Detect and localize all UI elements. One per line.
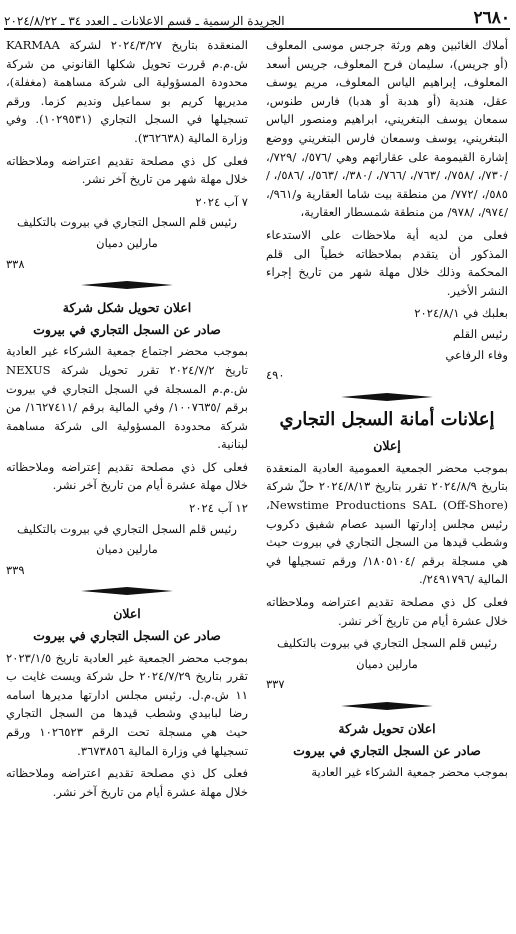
announcement-sign: رئيس قلم السجل التجاري في بيروت بالتكليف — [17, 215, 237, 230]
divider-icon — [81, 587, 173, 595]
announcement-subtitle: صادر عن السجل التجاري في بيروت — [33, 628, 221, 644]
intro-paragraph: أملاك الغائبين وهم ورثة جرجس موسى المعلوف (أو جريس)، سليمان فرح المعلوف، جريس أسعد المعلوف، إبراهيم الياس المعلوف، مريم يوسف عقل، هندية (أو هدبة أو هدبا) فارس طنوس، سمعان يوسف البتغريني، ابراهيم ومنصور الياس البتغريني، يوسف وسمعان فارس البتغريني ووضع إشارة القيمومة على عقاراتهم وهي /٥٧٦/، /٧٢٩/، /٧٣٠/، /٧٥٨/، /٧٦٣/، /٧٦٦/، /٣٨٠/، /٥٦٣/، /٥٨٦/، /٥٨٥/، /٧٧٢/ من منطقة بيت شاما العقارية و/٩٦١/، /٩٧٤/، /٩٧٨/ من منطقة شمسطار العقارية، — [266, 38, 509, 220]
divider-icon — [341, 393, 433, 401]
left-column — [6, 36, 248, 805]
section-title: إعلانات أمانة السجل التجاري — [279, 408, 495, 430]
announcement-body: بموجب محضر الجمعية العمومية العادية المنعقدة بتاريخ ٢٠٢٤/٨/٩ تقرر بتاريخ ٢٠٢٤/٨/١٣ حلّ شركة Newstime Productions SAL (Off-Shore)، رئيس مجلس إدارتها السيد عصام شفيق دكروب وشطب قيدها من السجل التجاري في بيروت حيث هي مسجلة برقم /١٨٠٥١٠٤/ ورقم تسجيلها في المالية /٢٤٩١٧٩٦/. — [266, 460, 509, 587]
announcement-sign: رئيس قلم السجل التجاري في بيروت بالتكليف — [277, 636, 497, 651]
announcement-name: مارلين دميان — [96, 542, 158, 557]
notice-number: ٤٩٠ — [266, 368, 285, 383]
announcement-subtitle: صادر عن السجل التجاري في بيروت — [293, 742, 481, 758]
announcement-body: بموجب محضر جمعية الشركاء غير العادية — [311, 765, 508, 780]
announcement-body: بموجب محضر اجتماع جمعية الشركاء غير العادية تاريخ ٢٠٢٤/٧/٢ تقرر تحويل شركة NEXUS ش.م.م المسجلة في السجل التجاري في بيروت برقم /١٠٠٧٦٣٥/ وفي المالية برقم /١٦٢٧٤١١/ من شركة محدودة المسؤولية الى شركة مساهمة لبنانية. — [6, 344, 248, 452]
announcement-sign: رئيس قلم السجل التجاري في بيروت بالتكليف — [17, 521, 237, 536]
announcement-notice: فعلى كل ذي مصلحة تقديم اعتراضه وملاحظاته خلال مهلة شهر من تاريخ آخر نشر. — [6, 153, 248, 187]
divider-icon — [341, 702, 433, 710]
announcement-notice: فعلى كل ذي مصلحة تقديم إعتراضه وملاحظاته خلال مهلة عشرة أيام من تاريخ آخر نشر. — [6, 459, 248, 493]
announcement-body: بموجب محضر الجمعية غير العادية تاريخ ٢٠٢٣/١/٥ تقرر بتاريخ ٢٠٢٤/٧/٢٩ حل شركة ويست غايت ب ١١ ش.م.ل. رئيس مجلس ادارتها مديرها اسامه رضا لبابيدي وشطب قيدها من السجل التجاري حيث هي مسجلة تحت الرقم ١٠٢٦٥٢٣ ورقم تسجيلها في وزارة المالية ٣٦٧٣٨٥٦. — [6, 650, 248, 758]
announcement-name: مارلين دميان — [356, 656, 418, 671]
page-header — [4, 6, 510, 30]
announcement-title: إعلان — [373, 438, 401, 454]
announcement-date: ١٢ آب ٢٠٢٤ — [189, 501, 248, 516]
announcement-number: ٣٣٨ — [6, 256, 25, 271]
intro-notice: فعلى من لديه أية ملاحظات على الاستدعاء المذكور أن يتقدم بملاحظاته خطياً الى قلم المحكمة وذلك خلال مهلة شهر من تاريخ إجراء النشر الأخير. — [266, 227, 508, 298]
announcement-notice: فعلى كل ذي مصلحة تقديم اعتراضه وملاحظاته خلال عشرة أيام من تاريخ آخر نشر. — [266, 595, 508, 628]
announcement-body: المنعقدة بتاريخ ٢٠٢٤/٣/٢٧ لشركة KARMAA ش.م.م قررت تحويل شكلها القانوني من شركة محدودة المسؤولية الى شركة مساهمة (مغفلة)، مديريها كريم بو سماعيل وندیم كزما. ورقم تسجيلها في السجل التجاري (١٠٢٩٥٣١). وفي وزارة المالية (٣٦٢٦٣٨). — [6, 38, 248, 145]
running-head: الجريدة الرسمية ـ قسم الاعلانات ـ العدد ٣٤ ـ ٢٠٢٤/٨/٢٢ — [4, 14, 285, 28]
page-number: ٢٦٨٠ — [473, 8, 510, 28]
announcement-date: ٧ آب ٢٠٢٤ — [195, 194, 248, 209]
announcement-number: ٣٣٧ — [266, 677, 285, 692]
sign-title: رئيس القلم — [453, 326, 508, 341]
announcement-notice: فعلى كل ذي مصلحة تقديم اعتراضه وملاحظاته خلال مهلة عشرة أيام من تاريخ آخر نشر. — [6, 766, 248, 799]
announcement-title: اعلان تحويل شكل شركة — [62, 300, 192, 316]
announcement-name: مارلين دميان — [96, 235, 158, 250]
announcement-subtitle: صادر عن السجل التجاري في بيروت — [33, 321, 221, 337]
announcement-number: ٣٣٩ — [6, 562, 25, 577]
announcement-title: اعلان — [113, 606, 141, 622]
divider-icon — [81, 281, 173, 289]
sign-name: وفاء الرفاعي — [445, 347, 508, 362]
sign-date: بعلبك في ٢٠٢٤/٨/١ — [414, 306, 508, 321]
announcement-title: اعلان تحويل شركة — [338, 721, 436, 736]
right-column — [266, 36, 508, 786]
